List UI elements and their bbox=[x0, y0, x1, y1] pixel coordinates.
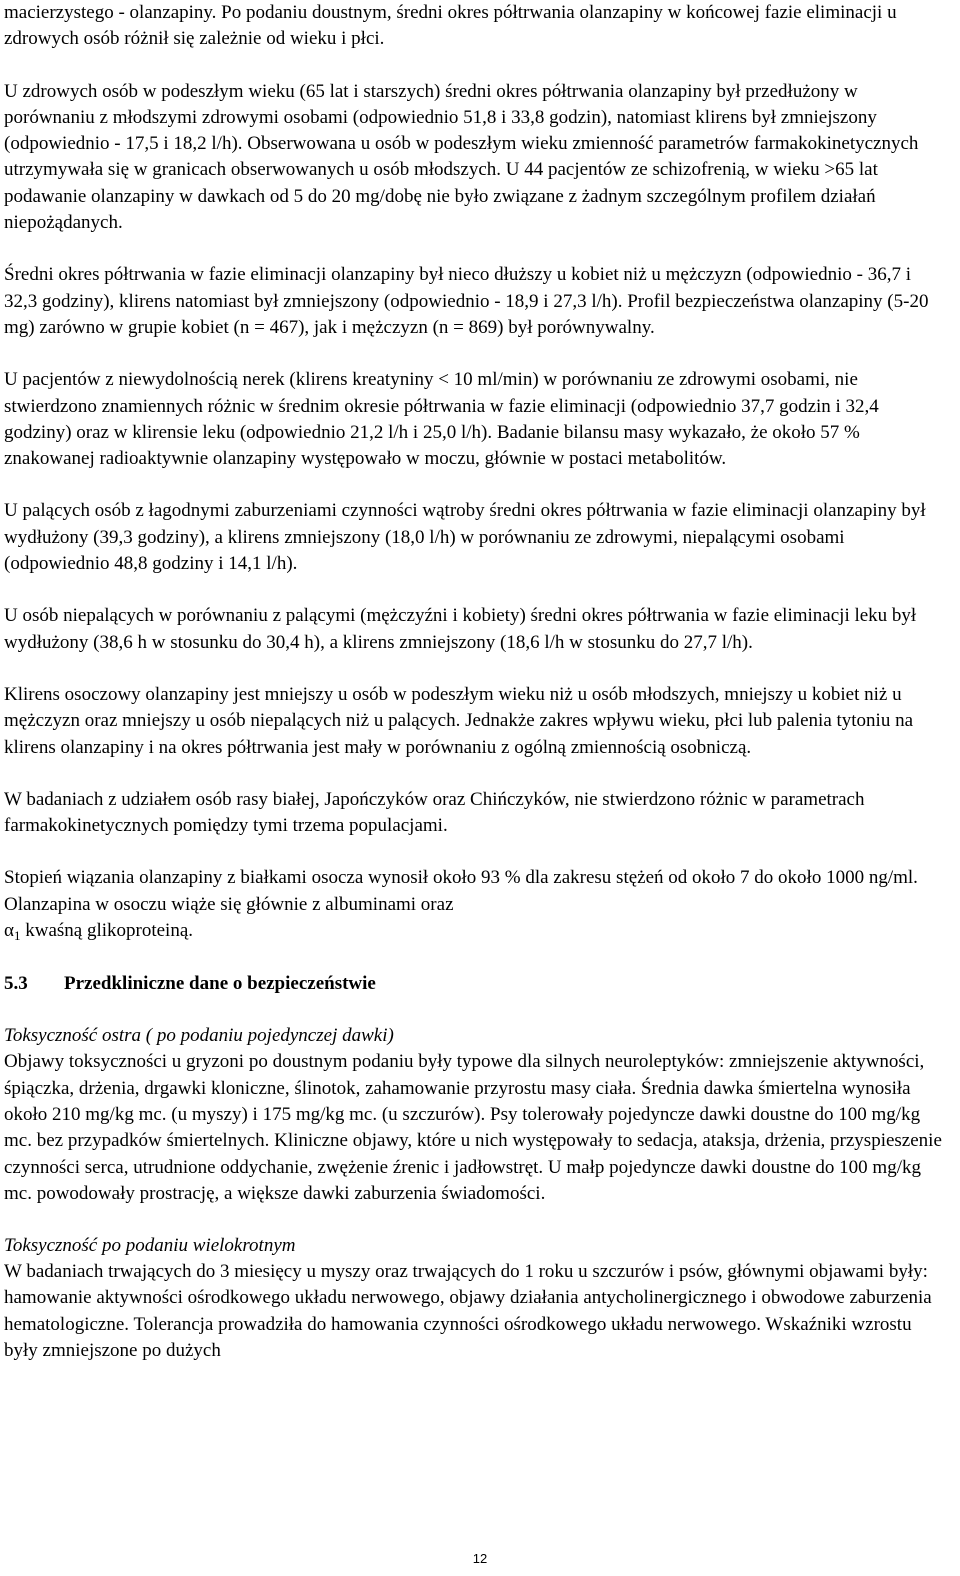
page-number: 12 bbox=[472, 1551, 488, 1566]
paragraph-elimination-intro: macierzystego - olanzapiny. Po podaniu doustnym, średni okres półtrwania olanzapiny w końcowej fazie eliminacji u zdrowych osób różnił się zależnie od wieku i płci. bbox=[4, 2, 897, 50]
alpha-symbol: α bbox=[4, 920, 14, 942]
section-number: 5.3 bbox=[4, 973, 28, 995]
protein-binding-end: kwaśną glikoproteiną. bbox=[20, 920, 194, 942]
paragraph-gender: Średni okres półtrwania w fazie eliminacji olanzapiny był nieco dłuższy u kobiet niż u mężczyzn (odpowiednio - 36,7 i 32,3 godziny), klirens natomiast był zmniejszony (odpowiednio - 18,9 i 27,3 l/h). Profil bezpieczeństwa olanzapiny (5-20 mg) zarówno w grupie kobiet (n = 467), jak i mężczyzn (n = 869) był porównywalny. bbox=[4, 264, 929, 338]
protein-binding-text: Stopień wiązania olanzapiny z białkami osocza wynosił około 93 % dla zakresu stężeń od około 7 do około 1000 ng/ml. Olanzapina w osoczu wiąże się głównie z albuminami oraz bbox=[4, 867, 918, 915]
subheading-acute-toxicity: Toksyczność ostra ( po podaniu pojedynczej dawki) bbox=[4, 1025, 394, 1047]
document-page bbox=[4, 0, 948, 1364]
paragraph-acute-toxicity: Objawy toksyczności u gryzoni po doustnym podaniu były typowe dla silnych neuroleptyków: zmniejszenie aktywności, śpiączka, drżenia, drgawki kloniczne, ślinotok, zahamowanie przyrostu masy ciała. Średnia dawka śmiertelna wynosiła około 210 mg/kg mc. (u myszy) i 175 mg/kg mc. (u szczurów). Psy tolerowały pojedyncze dawki doustne do 100 mg/kg mc. bez przypadków śmiertelnych. Kliniczne objawy, które u nich występowały to sedacja, ataksja, drżenia, przyspieszenie czynności serca, utrudnione oddychanie, zwężenie źrenic i jadłowstręt. U małp pojedyncze dawki doustne do 100 mg/kg mc. powodowały prostrację, a większe dawki zaburzenia świadomości. bbox=[4, 1051, 942, 1204]
paragraph-smokers: U osób niepalących w porównaniu z palącymi (mężczyźni i kobiety) średni okres półtrwania w fazie eliminacji leku był wydłużony (38,6 h w stosunku do 30,4 h), a klirens zmniejszony (18,6 l/h w stosunku do 27,7 l/h). bbox=[4, 605, 917, 653]
paragraph-clearance-summary: Klirens osoczowy olanzapiny jest mniejszy u osób w podeszłym wieku niż u osób młodszych, mniejszy u kobiet niż u mężczyzn oraz mniejszy u osób niepalących niż u palących. Jednakże zakres wpływu wieku, płci lub palenia tytoniu na klirens olanzapiny i na okres półtrwania jest mały w porównaniu z ogólną zmiennością osobniczą. bbox=[4, 683, 914, 758]
paragraph-repeated-toxicity: W badaniach trwających do 3 miesięcy u myszy oraz trwających do 1 roku u szczurów i psów, głównymi objawami były: hamowanie aktywności ośrodkowego układu nerwowego, objawy działania antycholinergicznego i obwodowe zaburzenia hematologiczne. Tolerancja prowadziła do hamowania czynności ośrodkowego układu nerwowego. Wskaźniki wzrostu były zmniejszone po dużych bbox=[4, 1261, 932, 1361]
paragraph-hepatic: U palących osób z łagodnymi zaburzeniami czynności wątroby średni okres półtrwania w fazie eliminacji olanzapiny był wydłużony (39,3 godziny), a klirens zmniejszony (18,0 l/h) w porównaniu ze zdrowymi, niepalącymi osobami (odpowiednio 48,8 godziny i 14,1 l/h). bbox=[4, 500, 926, 575]
subheading-repeated-toxicity: Toksyczność po podaniu wielokrotnym bbox=[4, 1235, 296, 1257]
alpha-subscript: 1 bbox=[13, 928, 21, 944]
paragraph-renal: U pacjentów z niewydolnością nerek (klirens kreatyniny < 10 ml/min) w porównaniu ze zdrowymi osobami, nie stwierdzono znamiennych różnic w średnim okresie półtrwania w fazie eliminacji (odpowiednio 37,7 godzin i 32,4 godziny) oraz w klirensie leku (odpowiednio 21,2 l/h i 25,0 l/h). Badanie bilansu masy wykazało, że około 57 % znakowanej radioaktywnie olanzapiny występowało w moczu, głównie w postaci metabolitów. bbox=[4, 369, 879, 470]
paragraph-ethnicity: W badaniach z udziałem osób rasy białej, Japończyków oraz Chińczyków, nie stwierdzono różnic w parametrach farmakokinetycznych pomiędzy tymi trzema populacjami. bbox=[4, 788, 865, 837]
paragraph-protein-binding bbox=[4, 865, 948, 945]
section-heading bbox=[4, 971, 948, 997]
section-title: Przedkliniczne dane o bezpieczeństwie bbox=[64, 973, 376, 995]
paragraph-elderly: U zdrowych osób w podeszłym wieku (65 lat i starszych) średni okres półtrwania olanzapiny był przedłużony w porównaniu z młodszymi zdrowymi osobami (odpowiednio 51,8 i 33,8 godzin), natomiast klirens był zmniejszony (odpowiednio - 17,5 i 18,2 l/h). Obserwowana u osób w podeszłym wieku zmienność parametrów farmakokinetycznych utrzymywała się w granicach obserwowanych u osób młodszych. U 44 pacjentów ze schizofrenią, w wieku >65 lat podawanie olanzapiny w dawkach od 5 do 20 mg/dobę nie było związane z żadnym szczególnym profilem działań niepożądanych. bbox=[4, 80, 919, 234]
